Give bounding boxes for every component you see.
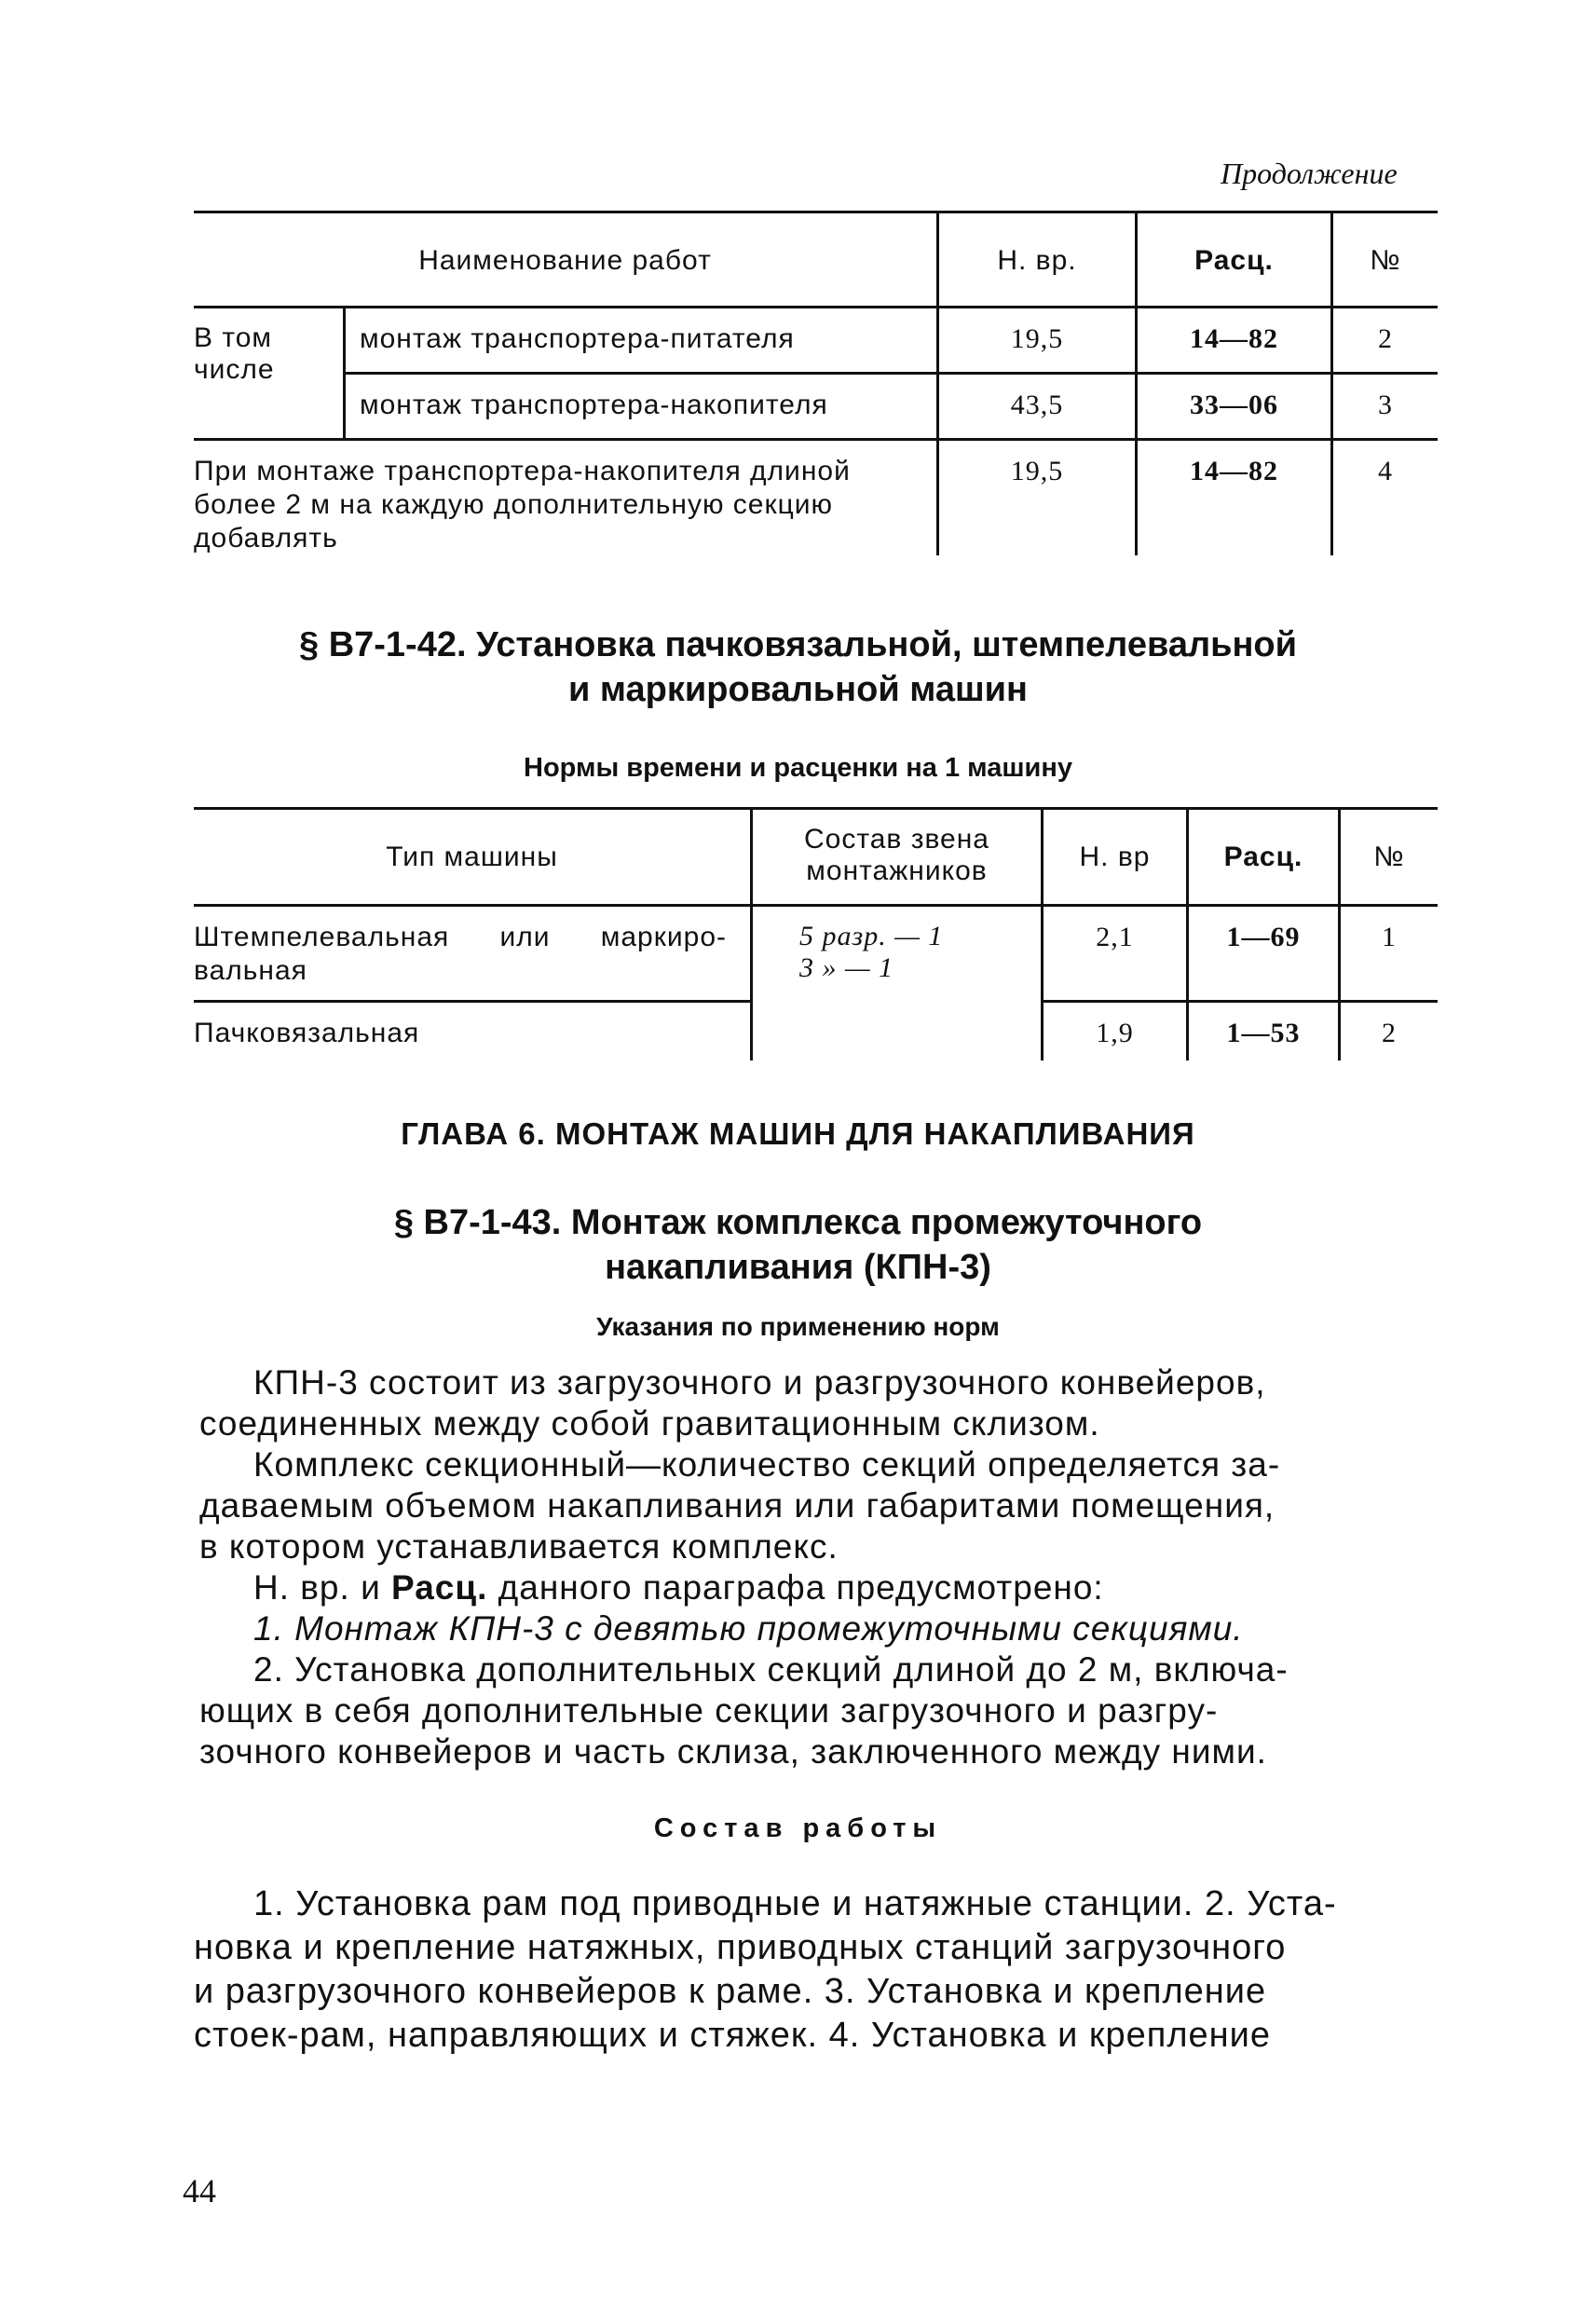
paragraph-3 (253, 1567, 1104, 1608)
paragraph-4: 1. Монтаж КПН-3 с девятью промежуточными секциями. (253, 1609, 1244, 1648)
machine-row-2-rasc: 1—53 (1226, 1018, 1301, 1048)
work-composition-heading: Состав работы (653, 1813, 943, 1843)
machine-row-1-rasc: 1—69 (1226, 922, 1301, 952)
work-composition-text (194, 1882, 1439, 2058)
table-row-1-rasc: 14—82 (1190, 323, 1278, 354)
machine-row-1-nvr: 2,1 (1096, 922, 1134, 952)
table-machines (194, 807, 1438, 1068)
work-line-4: стоек-рам, направляющих и стяжек. 4. Установка и крепление (194, 2016, 1271, 2055)
header-num-2: № (1373, 841, 1405, 872)
p5-line-3: зочного конвейеров и часть склиза, заключенного между ними. (199, 1732, 1267, 1771)
p5-line-2: ющих в себя дополнительные секции загрузочного и разгру- (199, 1691, 1219, 1730)
header-nvr: Н. вр. (997, 245, 1077, 276)
header-crew (753, 824, 1041, 887)
page-number: 44 (183, 2172, 216, 2209)
machine-row-1-num: 1 (1382, 922, 1397, 952)
table-row-extra-rasc: 14—82 (1190, 456, 1278, 486)
header-machine-type: Тип машины (386, 841, 558, 872)
p3-part-a: Н. вр. и (253, 1568, 392, 1607)
section-42-subtitle: Нормы времени и расценки на 1 машину (524, 753, 1072, 783)
work-line-3: и разгрузочного конвейеров к раме. 3. Установка и крепление (194, 1972, 1267, 2011)
section-43-title-line-2: накапливания (КПН-3) (605, 1248, 991, 1287)
paragraph-5 (199, 1649, 1439, 1772)
section-42-title-line-2: и маркировальной машин (568, 670, 1028, 709)
header-rasc-2: Расц. (1223, 841, 1303, 872)
paragraph-2 (199, 1444, 1439, 1567)
group-label-line-1: В том (194, 322, 273, 353)
header-crew-line-1: Состав звена (803, 824, 989, 855)
crew-line-1: 5 разр. — 1 (799, 921, 944, 951)
chapter-title: ГЛАВА 6. МОНТАЖ МАШИН ДЛЯ НАКАПЛИВАНИЯ (401, 1116, 1195, 1151)
table-row-extra-name (194, 455, 925, 555)
machine-row-1-crew (799, 921, 943, 984)
machine-row-2-num: 2 (1382, 1018, 1397, 1048)
table-row-1-num: 2 (1378, 323, 1393, 354)
p1-line-2: соединенных между собой гравитационным склизом. (199, 1404, 1100, 1443)
machine-row-2-type: Пачковязальная (194, 1018, 420, 1048)
header-nvr-2: Н. вр (1079, 841, 1151, 872)
group-label-line-2: числе (194, 354, 275, 385)
p2-line-2: даваемым объемом накапливания или габаритами помещения, (199, 1486, 1275, 1525)
section-43-title-line-1: § В7-1-43. Монтаж комплекса промежуточного (393, 1203, 1203, 1242)
extra-line-3: добавлять (194, 523, 338, 554)
crew-line-2: 3 » — 1 (799, 952, 894, 983)
table-row-2-rasc: 33—06 (1190, 390, 1278, 420)
p2-line-3: в котором устанавливается комплекс. (199, 1527, 839, 1566)
header-work-name: Наименование работ (418, 245, 712, 276)
table-row-1-nvr: 19,5 (1010, 323, 1064, 354)
paragraph-1 (199, 1362, 1439, 1444)
header-rasc: Расц. (1194, 245, 1274, 276)
extra-line-1: При монтаже транспортера-накопителя длиной (194, 456, 851, 486)
header-crew-line-2: монтажников (806, 855, 988, 886)
table-row-2-nvr: 43,5 (1010, 390, 1064, 420)
p3-part-b: Расц. (391, 1568, 488, 1607)
instructions-heading: Указания по применению норм (596, 1312, 1000, 1341)
table-row-1-name: монтаж транспортера-питателя (360, 323, 795, 354)
p5-line-1: 2. Установка дополнительных секций длиной до 2 м, включа- (253, 1650, 1289, 1689)
work-line-2: новка и крепление натяжных, приводных станций загрузочного (194, 1928, 1287, 1967)
machine-row-1-type (194, 921, 727, 988)
table-row-2-name: монтаж транспортера-накопителя (360, 390, 828, 420)
table-row-extra-nvr: 19,5 (1010, 456, 1064, 486)
group-label (194, 322, 343, 386)
machine-row-1-type-line-1: Штемпелевальная или маркиро- (194, 922, 727, 952)
extra-line-2: более 2 м на каждую дополнительную секцию (194, 489, 834, 520)
p3-part-c: данного параграфа предусмотрено: (487, 1568, 1104, 1607)
p1-line-1: КПН-3 состоит из загрузочного и разгрузочного конвейеров, (253, 1363, 1266, 1402)
machine-row-1-type-line-2: вальная (194, 955, 307, 986)
continuation-label: Продолжение (1221, 157, 1398, 190)
section-42-title (0, 622, 1596, 712)
work-line-1: 1. Установка рам под приводные и натяжные станции. 2. Уста- (253, 1884, 1337, 1923)
table-works (194, 211, 1438, 555)
p2-line-1: Комплекс секционный—количество секций определяется за- (253, 1445, 1281, 1484)
section-43-title (0, 1200, 1596, 1290)
table-row-2-num: 3 (1378, 390, 1393, 420)
table-row-extra-num: 4 (1378, 456, 1393, 486)
section-42-title-line-1: § В7-1-42. Установка пачковязальной, штемпелевальной (299, 625, 1297, 664)
machine-row-2-nvr: 1,9 (1096, 1018, 1134, 1048)
header-num: № (1370, 245, 1401, 276)
